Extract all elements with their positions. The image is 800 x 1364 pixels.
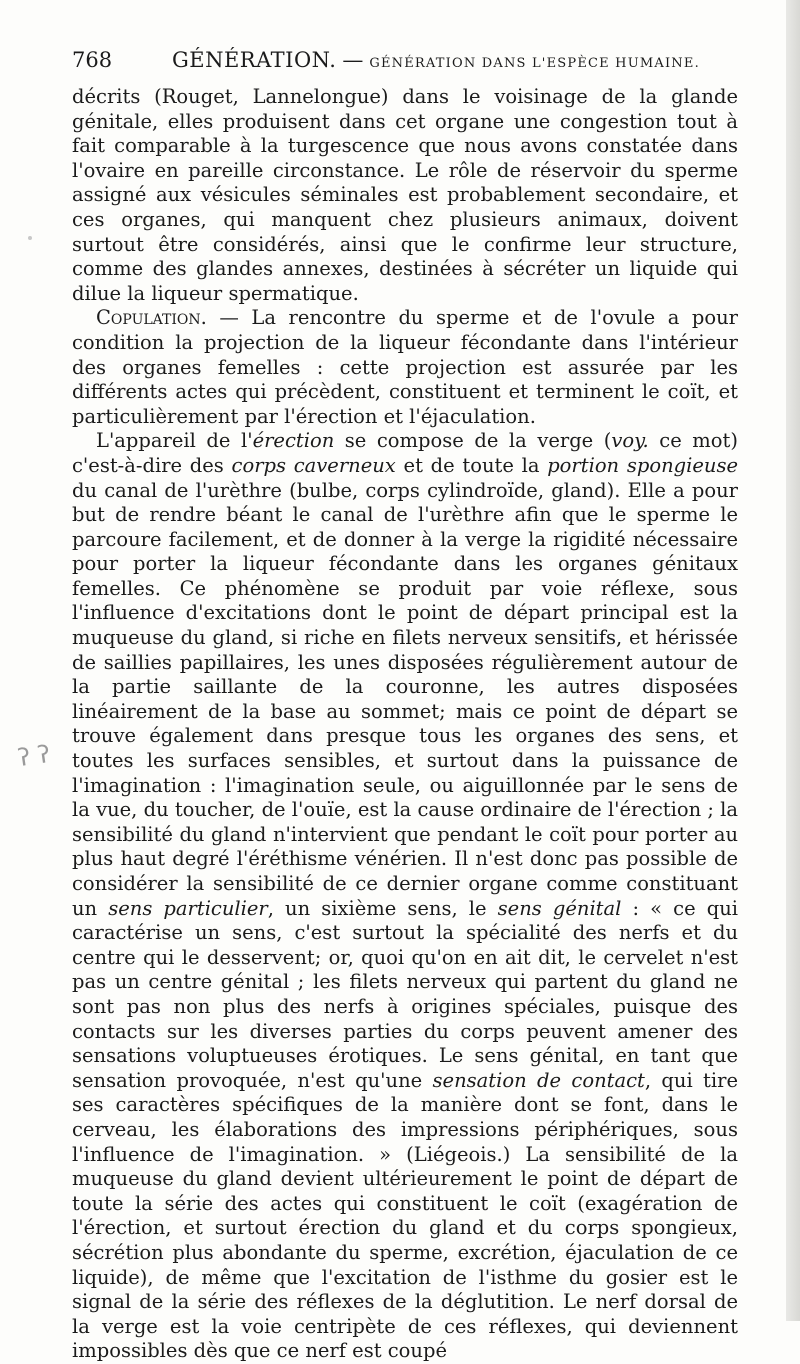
paragraph-heading-copulation: Copulation. — [96, 306, 207, 330]
page-number: 768 — [72, 48, 113, 72]
body-text — [72, 85, 738, 1364]
paragraph-2-text: — La rencontre du sperme et de l'ovule a pour condition la projection de la liqueur fécondante dans l'intérieur des organes femelles : cette projection est assurée par les différents actes qui précèdent, constituent et terminent le coït, et particulièrement par l'érection et l'éjaculation. — [72, 306, 738, 428]
section-title: GÉNÉRATION DANS L'ESPÈCE HUMAINE. — [369, 56, 700, 71]
page-edge — [786, 0, 800, 1321]
margin-handwritten-note: ʔ ʔ — [16, 739, 52, 773]
paragraph-erection — [72, 429, 738, 1364]
text-run: du canal de l'urèthre (bulbe, corps cylindroïde, gland). Elle a pour but de rendre béant le canal de l'urèthre afin que le sperme le parcoure facilement, et de donner à la verge la rigidité nécessaire pour porter la liqueur fécondante dans les organes génitaux femelles. Ce phénomène se produit par voie réflexe, sous l'influence d'excitations dont le point de départ principal est la muqueuse du gland, si riche en filets nerveux sensitifs, et hérissée de saillies papillaires, les unes disposées régulièrement autour de la partie saillante de la couronne, les autres disposées linéairement de la base au sommet; mais ce point de départ se trouve également dans presque tous les organes des sens, et toutes les surfaces sensibles, et surtout dans la puissance de l'imagination : l'imagination seule, ou aiguillonnée par le sens de la vue, du toucher, de l'ouïe, est la cause ordinaire de l'érection ; la sensibilité du gland n'intervient que pendant le coït pour porter au plus haut degré l'éréthisme vénérien. Il n'est donc pas possible de considérer la sensibilité de ce dernier organe comme constituant un — [72, 478, 738, 920]
margin-mark — [28, 236, 32, 240]
italic-term: corps caverneux — [231, 453, 396, 477]
running-title: GÉNÉRATION. — [172, 48, 337, 72]
text-run: ce mot) c'est-à-dire des — [72, 429, 738, 477]
header-dash: — — [342, 48, 364, 72]
text-run: , qui tire ses caractères spécifiques de la manière dont se font, dans le cerveau, les élaborations des impressions périphériques, sous l'influence de l'imagination. » (Liégeois.) La sensibilité de la muqueuse du gland devient ultérieurement le point de départ de toute la série des actes qui constituent le coït (exagération de l'érection, et surtout érection du gland et du corps spongieux, sécrétion plus abondante du sperme, excrétion, éjaculation de ce liquide), de même que l'excitation de l'isthme du gosier est le signal de la série des réflexes de la déglutition. Le nerf dorsal de la verge est la voie centripète de ces réflexes, qui deviennent impossibles dès que ce nerf est coupé — [72, 1068, 738, 1363]
italic-term: portion spongieuse — [547, 453, 738, 477]
italic-term: sens génital — [497, 896, 622, 920]
text-run: se compose de la verge ( — [334, 429, 612, 453]
paragraph-1: décrits (Rouget, Lannelongue) dans le voisinage de la glande génitale, elles produisent dans cet organe une congestion tout à fait comparable à la turgescence que nous avons constatée dans l'ovaire en pareille circonstance. Le rôle de réservoir du sperme assigné aux vésicules séminales est probablement secondaire, et ces organes, qui manquent chez plusieurs animaux, doivent surtout être considérés, ainsi que le confirme leur structure, comme des glandes annexes, destinées à sécréter un liquide qui dilue la liqueur spermatique. — [72, 85, 738, 305]
italic-term: sens particulier — [108, 896, 268, 920]
page-header — [72, 46, 740, 78]
text-run: , un sixième sens, le — [267, 896, 498, 920]
text-run: et de toute la — [395, 453, 548, 477]
italic-term: voy. — [611, 429, 649, 453]
italic-term: sensation de contact — [432, 1068, 645, 1092]
italic-term: érection — [252, 429, 335, 453]
paragraph-copulation — [72, 306, 738, 429]
text-run: : « ce qui caractérise un sens, c'est surtout la spécialité des nerfs et du centre qui le desservent; or, quoi qu'on en ait dit, le cervelet n'est pas un centre génital ; les filets nerveux qui partent du gland ne sont pas non plus des nerfs à origines spéciales, puisque des contacts sur les diverses parties du corps peuvent amener des sensations voluptueuses érotiques. Le sens génital, en tant que sensation provoquée, n'est qu'une — [72, 896, 738, 1092]
text-run: L'appareil de l' — [96, 429, 253, 453]
